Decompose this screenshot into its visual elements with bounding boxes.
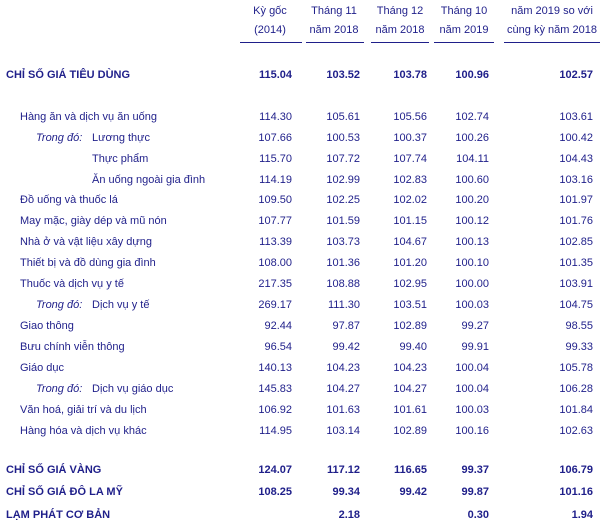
row-label: Giáo dục xyxy=(20,362,65,374)
row-label: Văn hoá, giải trí và du lịch xyxy=(20,404,147,416)
cell-oct-2019: 99.37 xyxy=(461,464,489,476)
table-row xyxy=(0,317,604,335)
row-label: Hàng hóa và dịch vụ khác xyxy=(20,425,147,437)
cell-base: 92.44 xyxy=(264,320,292,332)
row-label: May mặc, giày dép và mũ nón xyxy=(20,215,167,227)
cell-nov-2018: 99.34 xyxy=(332,486,360,498)
cell-nov-2018: 97.87 xyxy=(332,320,360,332)
cell-yoy-2019: 105.78 xyxy=(559,362,593,374)
row-label: Hàng ăn và dịch vụ ăn uống xyxy=(20,111,157,123)
cell-yoy-2019: 103.91 xyxy=(559,278,593,290)
row-label: Thực phẩm xyxy=(92,153,149,165)
col-header-line2: năm 2019 xyxy=(439,24,489,36)
cell-dec-2018: 104.23 xyxy=(393,362,427,374)
cell-dec-2018: 104.27 xyxy=(393,383,427,395)
cell-yoy-2019: 101.97 xyxy=(559,194,593,206)
col-header-line1: năm 2019 so với xyxy=(511,5,593,17)
table-row xyxy=(0,233,604,251)
cell-oct-2019: 100.10 xyxy=(455,257,489,269)
cell-base: 96.54 xyxy=(264,341,292,353)
cell-yoy-2019: 101.76 xyxy=(559,215,593,227)
cell-base: 140.13 xyxy=(258,362,292,374)
cell-dec-2018: 99.40 xyxy=(399,341,427,353)
cell-base: 114.95 xyxy=(259,425,292,437)
cell-yoy-2019: 98.55 xyxy=(565,320,593,332)
cell-base: 114.19 xyxy=(259,174,292,186)
table-row xyxy=(0,129,604,147)
cell-base: 145.83 xyxy=(258,383,292,395)
cell-dec-2018: 101.15 xyxy=(393,215,427,227)
table-row xyxy=(0,338,604,356)
cell-nov-2018: 107.72 xyxy=(326,153,360,165)
cell-nov-2018: 103.52 xyxy=(326,69,360,81)
cell-base: 113.39 xyxy=(259,236,292,248)
row-label: Dịch vụ y tế xyxy=(92,299,150,311)
cell-oct-2019: 100.96 xyxy=(455,69,489,81)
cell-nov-2018: 101.36 xyxy=(326,257,360,269)
header-underline xyxy=(371,42,429,43)
cell-yoy-2019: 101.84 xyxy=(559,404,593,416)
row-label: Thuốc và dịch vụ y tế xyxy=(20,278,124,290)
table-row xyxy=(0,296,604,314)
row-label: CHỈ SỐ GIÁ TIÊU DÙNG xyxy=(6,69,131,81)
cell-dec-2018: 101.20 xyxy=(393,257,427,269)
cell-yoy-2019: 101.16 xyxy=(559,486,593,498)
cell-yoy-2019: 106.28 xyxy=(559,383,593,395)
cell-dec-2018: 99.42 xyxy=(399,486,427,498)
cell-oct-2019: 100.16 xyxy=(455,425,489,437)
row-label: Dịch vụ giáo dục xyxy=(92,383,174,395)
table-row xyxy=(0,108,604,126)
table-row xyxy=(0,150,604,168)
cell-yoy-2019: 102.63 xyxy=(559,425,593,437)
cell-base: 108.25 xyxy=(258,486,292,498)
cell-oct-2019: 99.27 xyxy=(461,320,489,332)
row-prefix: Trong đó: xyxy=(36,132,83,144)
cell-oct-2019: 100.60 xyxy=(455,174,489,186)
cell-dec-2018: 102.02 xyxy=(393,194,427,206)
table-row xyxy=(0,401,604,419)
col-header-line1: Tháng 10 xyxy=(440,5,488,17)
row-prefix: Trong đó: xyxy=(36,383,83,395)
col-header-oct-2019 xyxy=(432,2,496,40)
table-row xyxy=(0,380,604,398)
cell-yoy-2019: 103.16 xyxy=(559,174,593,186)
cell-nov-2018: 100.53 xyxy=(326,132,360,144)
row-label: Ăn uống ngoài gia đình xyxy=(92,174,206,186)
row-label: LẠM PHÁT CƠ BẢN xyxy=(6,509,111,521)
cell-base: 107.66 xyxy=(258,132,292,144)
cell-dec-2018: 100.37 xyxy=(393,132,427,144)
cell-oct-2019: 0.30 xyxy=(467,509,489,521)
cell-oct-2019: 99.87 xyxy=(461,486,489,498)
cell-base: 106.92 xyxy=(258,404,292,416)
row-label: Thiết bị và đồ dùng gia đình xyxy=(20,257,156,269)
cell-oct-2019: 100.04 xyxy=(455,383,489,395)
cell-nov-2018: 101.59 xyxy=(326,215,360,227)
cell-nov-2018: 103.14 xyxy=(326,425,360,437)
col-header-line2: năm 2018 xyxy=(375,24,425,36)
cell-yoy-2019: 102.57 xyxy=(559,69,593,81)
cell-yoy-2019: 103.61 xyxy=(559,111,593,123)
cell-nov-2018: 102.99 xyxy=(326,174,360,186)
header-underline xyxy=(306,42,364,43)
cell-dec-2018: 102.89 xyxy=(393,425,427,437)
table-row xyxy=(0,359,604,377)
col-header-line1: Tháng 12 xyxy=(376,5,424,17)
cell-oct-2019: 100.03 xyxy=(455,299,489,311)
col-header-line1: Tháng 11 xyxy=(311,5,357,17)
cell-oct-2019: 100.26 xyxy=(455,132,489,144)
row-label: CHỈ SỐ GIÁ ĐÔ LA MỸ xyxy=(6,486,123,498)
col-header-line1: Kỳ gốc xyxy=(253,5,287,17)
table-row xyxy=(0,254,604,272)
table-row xyxy=(0,171,604,189)
cell-oct-2019: 100.04 xyxy=(455,362,489,374)
cell-yoy-2019: 106.79 xyxy=(559,464,593,476)
cell-yoy-2019: 100.42 xyxy=(559,132,593,144)
cell-oct-2019: 99.91 xyxy=(461,341,489,353)
table-row xyxy=(0,212,604,230)
cell-oct-2019: 100.00 xyxy=(455,278,489,290)
col-header-yoy-2019 xyxy=(504,2,600,40)
row-label: Đồ uống và thuốc lá xyxy=(20,194,118,206)
cell-dec-2018: 104.67 xyxy=(393,236,427,248)
table-row xyxy=(0,191,604,209)
cell-oct-2019: 100.20 xyxy=(455,194,489,206)
cell-dec-2018: 116.65 xyxy=(393,464,427,476)
cell-base: 217.35 xyxy=(258,278,292,290)
cell-nov-2018: 99.42 xyxy=(332,341,360,353)
cell-yoy-2019: 102.85 xyxy=(559,236,593,248)
cell-nov-2018: 101.63 xyxy=(326,404,360,416)
header-underline xyxy=(504,42,600,43)
cell-dec-2018: 103.78 xyxy=(393,69,427,81)
row-label: Lương thực xyxy=(92,132,151,144)
cell-yoy-2019: 104.75 xyxy=(559,299,593,311)
cell-nov-2018: 117.12 xyxy=(326,464,360,476)
table-row-gold-index xyxy=(0,461,604,479)
col-header-base xyxy=(240,2,300,40)
cell-dec-2018: 101.61 xyxy=(393,404,427,416)
table-row-usd-index xyxy=(0,483,604,501)
cell-oct-2019: 100.13 xyxy=(455,236,489,248)
header-underline xyxy=(434,42,494,43)
table-row xyxy=(0,422,604,440)
cell-base: 269.17 xyxy=(258,299,292,311)
header-underline xyxy=(240,42,302,43)
cell-base: 109.50 xyxy=(258,194,292,206)
cell-base: 115.04 xyxy=(258,69,292,81)
cell-nov-2018: 102.25 xyxy=(326,194,360,206)
cell-oct-2019: 104.11 xyxy=(456,153,489,165)
row-label: Giao thông xyxy=(20,320,74,332)
cell-yoy-2019: 99.33 xyxy=(565,341,593,353)
cell-dec-2018: 103.51 xyxy=(393,299,427,311)
cell-base: 115.70 xyxy=(259,153,292,165)
table-row-cpi xyxy=(0,66,604,84)
cell-yoy-2019: 104.43 xyxy=(559,153,593,165)
cell-yoy-2019: 101.35 xyxy=(559,257,593,269)
cell-oct-2019: 100.12 xyxy=(455,215,489,227)
col-header-line2: năm 2018 xyxy=(309,24,359,36)
cell-base: 124.07 xyxy=(258,464,292,476)
cell-yoy-2019: 1.94 xyxy=(571,509,593,521)
cell-dec-2018: 102.89 xyxy=(393,320,427,332)
cell-oct-2019: 102.74 xyxy=(455,111,489,123)
cell-base: 114.30 xyxy=(259,111,292,123)
cell-dec-2018: 102.95 xyxy=(393,278,427,290)
cell-nov-2018: 104.27 xyxy=(326,383,360,395)
table-row-core-inflation xyxy=(0,506,604,524)
cell-dec-2018: 105.56 xyxy=(393,111,427,123)
cell-dec-2018: 102.83 xyxy=(393,174,427,186)
cell-base: 108.00 xyxy=(258,257,292,269)
cell-nov-2018: 108.88 xyxy=(326,278,360,290)
cell-dec-2018: 107.74 xyxy=(393,153,427,165)
cell-nov-2018: 2.18 xyxy=(338,509,360,521)
col-header-line2: (2014) xyxy=(254,24,286,36)
col-header-dec-2018 xyxy=(368,2,432,40)
cell-base: 107.77 xyxy=(258,215,292,227)
cell-nov-2018: 103.73 xyxy=(326,236,360,248)
col-header-line2: cùng kỳ năm 2018 xyxy=(507,24,597,36)
table-row xyxy=(0,275,604,293)
cell-oct-2019: 100.03 xyxy=(455,404,489,416)
row-label: Nhà ở và vật liệu xây dựng xyxy=(20,236,152,248)
col-header-nov-2018 xyxy=(302,2,366,40)
row-prefix: Trong đó: xyxy=(36,299,83,311)
cell-nov-2018: 105.61 xyxy=(326,111,360,123)
row-label: CHỈ SỐ GIÁ VÀNG xyxy=(6,464,102,476)
row-label: Bưu chính viễn thông xyxy=(20,341,125,353)
cell-nov-2018: 104.23 xyxy=(326,362,360,374)
cell-nov-2018: 111.30 xyxy=(327,299,360,311)
